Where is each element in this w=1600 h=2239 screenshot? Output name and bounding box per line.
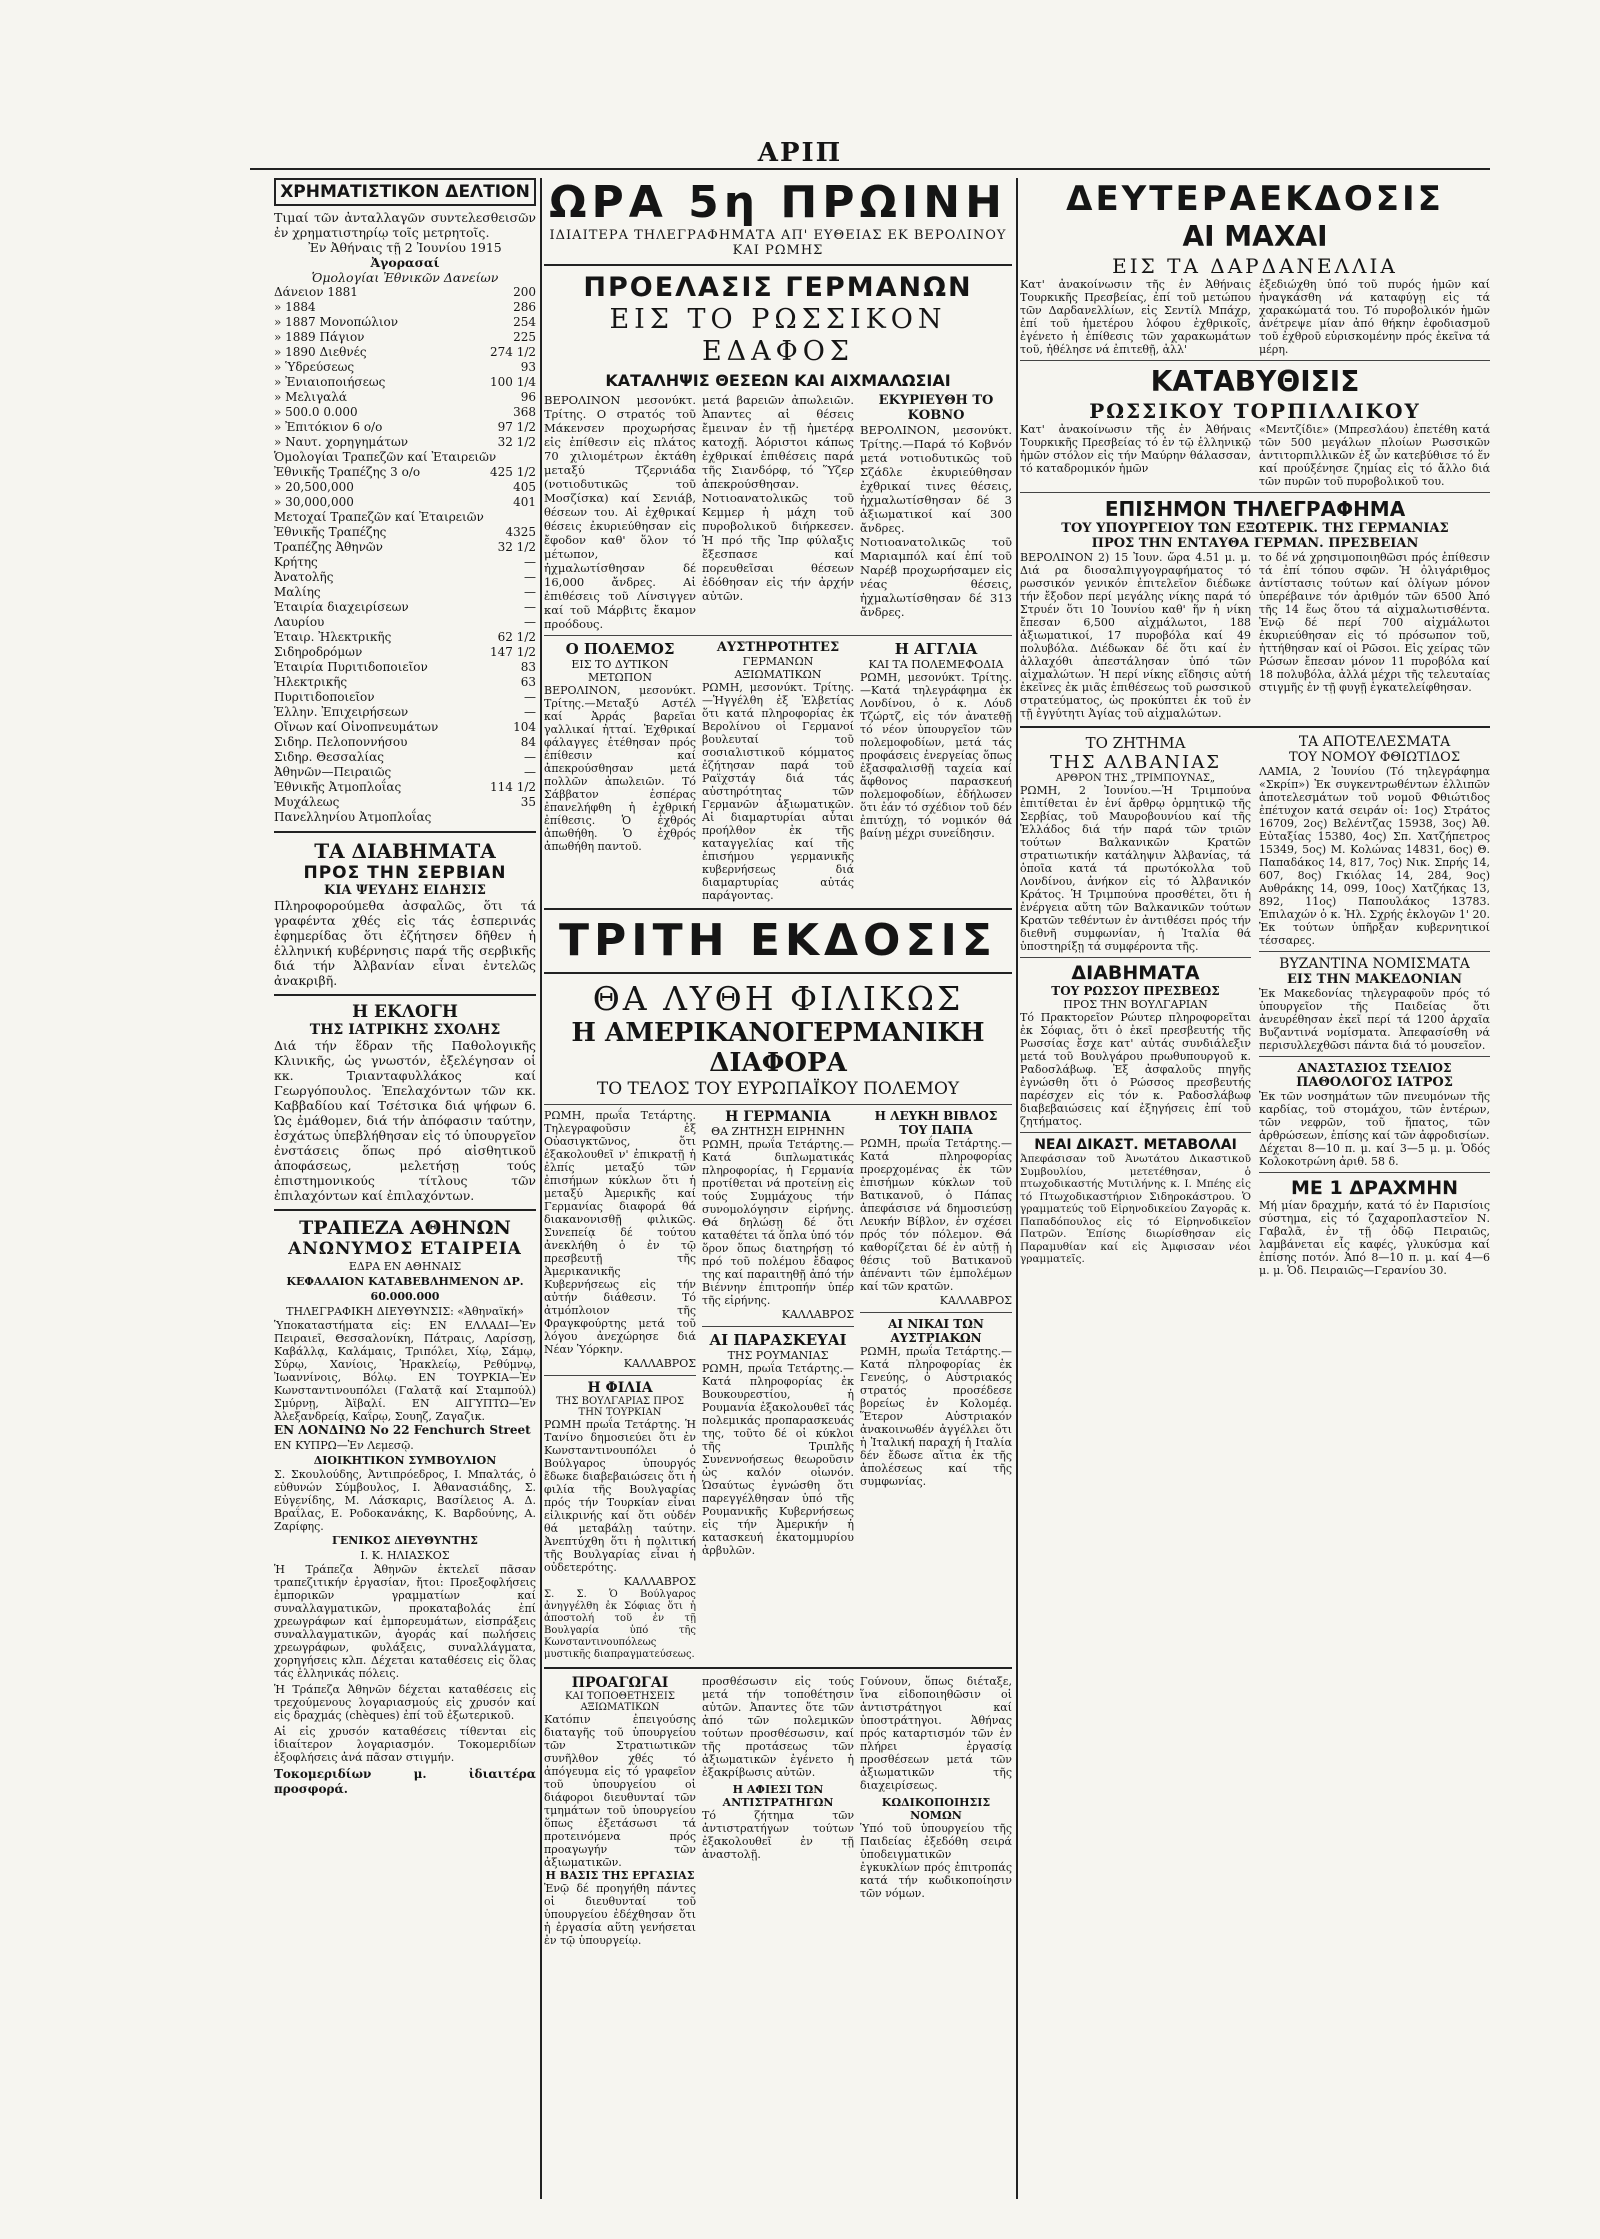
divider [544,1667,1012,1669]
finance-row [274,570,536,585]
finance-row-value: — [524,765,536,779]
russian-envoy-title: ΔΙΑΒΗΜΑΤΑ [1071,962,1200,984]
advance-text-b: μετά βαρειῶν ἀπωλειῶν. Ἀπαντες αἱ θέσεις ἔμειναν ἐν τῇ ἡμετέρᾳ κατοχῇ. Ἀόριστοι κάπως ἐχθρικαί ἐπιθέσεις παρά τῆς Σιανδόρφ, τό Ὕζερ ἀπεκρούσθησαν. Νοτιοανατολικῶς τοῦ Κεμμερ ἡ μάχη τοῦ πυροβολικοῦ διήρκεσεν. Ἡ πρό τῆς Ἰπρ φύλαξις ἔξεσπασε καί πορευθεῖσαι θέσεων ἐδόθησαν εἰς τήν ἀρχήν αὐτῶν. [702,393,854,603]
kovno-title: ΕΚΥΡΙΕΥΘΗ ΤΟ ΚΟΒΝΟ [878,393,994,423]
sinking-title: ΚΑΤΑΒΥΘΙΣΙΣ [1150,365,1360,398]
finance-row-value: — [524,615,536,629]
divider [544,908,1012,910]
advance-text-a: ΒΕΡΟΛΙΝΟΝ μεσονύκτ. Τρίτης. Ο στρατός τοῦ Μάκενσεν προχωρήσας εἰς ἐπίθεσιν εἰς πλάτος 70 χιλιομέτρων ἐκτάθη μεταξύ Τζερνιάδα (νοτιοδυτικῶς τοῦ Μοσζίσκα) καί Σενιάβ, θέσεων του. Αἱ ἐχθρικαί θέσεις ἐκυριεύθησαν εἰς ἔφοδον καθ' ὅλον τό μέτωπον, ἠχμαλωτίσθησαν δέ 16,000 ἄνδρες. Αἱ ἐπιθέσεις τοῦ Λίνσιγγεν καί τοῦ Μάρβιτς ἔκαμον προόδους. [544,393,696,631]
finance-row [274,690,536,705]
friendly-signature: ΚΑΛΛΑΒΡΟΣ [623,1357,696,1370]
divider [1259,951,1490,952]
bank-title: ΤΡΑΠΕΖΑ ΑΘΗΝΩΝ [299,1217,511,1239]
official-text-b: το δέ νά χρησιμοποιηθῶσι πρός ἐπίθεσιν τά ἐπί τόπου σφῶν. Ἡ ὀλιγάριθμος ἀντίστασις τούτων καί ὀλίγων μόνον ὑπερέβαινε τόν ἀριθμόν τῶν 6500 Ἀπό τῆς 14 ἕως ὅτου τά αἰχμαλωτισθέντα. Ἐνῷ δέ περί 700 αἰχμάλωτοι ἐκυριεύθησαν εἰς τό πρόσωπον τοῦ, ἠττήθησαν καί οἱ Ρῶσοι. Εἰς χείρας τῶν Ρώσων ἔπεσαν μόνον 11 πυροβόλα καί 18 πολυβόλα, ἀλλά μέχρι τῆς τελευταίας στιγμῆς ἐν τῇ φυγῇ ἐγκατελείφθησαν. [1259,551,1490,694]
finance-row-label: Κρήτης [274,555,318,569]
doctor-name: ΑΝΑΣΤΑΣΙΟΣ ΤΣΕΛΙΟΣ [1297,1061,1452,1075]
friendly-subtitle: ΤΟ ΤΕΛΟΣ ΤΟΥ ΕΥΡΩΠΑΪΚΟΥ ΠΟΛΕΜΟΥ [596,1079,960,1099]
finance-row-value: — [524,555,536,569]
bulgaria-title: Η ΦΙΛΙΑ [587,1380,653,1396]
finance-row-value: 62 1/2 [497,630,536,644]
kovno-text: ΒΕΡΟΛΙΝΟΝ, μεσονύκτ. Τρίτης.—Παρά τό Κοβνόν μετά νοτιοδυτικῶς τοῦ Σζάδλε ἐκυριεύθησαν ἐχθρικαί τινες θέσεις, ἠχμαλωτίσθησαν δέ 3 ἀξιωματικοί καί 300 ἄνδρες. Νοτιοανατολικῶς τοῦ Μαριαμπόλ καί ἐπί τοῦ Ναρέβ προχωρήσαμεν εἰς νέας θέσεις, ἠχμαλωτίσθησαν δέ 313 ἄνδρες. [860,423,1012,619]
divider [860,1312,1012,1313]
finance-row [274,630,536,645]
eklogi-title: Η ΕΚΛΟΓΗ [352,1002,458,1022]
masthead: ΑΡΙΠ [757,138,843,168]
diavimata-subtitle: ΠΡΟΣ ΤΗΝ ΣΕΡΒΙΑΝ [303,863,507,883]
finance-row [274,495,536,510]
war-title: Ο ΠΟΛΕΜΟΣ [565,640,675,658]
finance-row-label: » 1884 [274,300,316,314]
finance-row [274,510,536,525]
finance-row [274,735,536,750]
albania-subtitle: ΑΡΘΡΟΝ ΤΗΣ „ΤΡΙΜΠΟΥΝΑΣ„ [1055,773,1216,784]
right-column [1020,178,1490,2199]
austrian-text: ΡΩΜΗ, πρωΐα Τετάρτης.—Κατά πληροφορίας ἐκ Γενεύης, ὁ Αὐστριακός στρατός προσέδεσε βορείως ἐν Κολομέᾳ. Ἕτερον Αὐστριακόν ἀνακοινωθέν ἀγγέλλει ὅτι ἡ Ἰταλική παραχή ἡ Ιταλία δέν ἔδωσε αἵτια ἐκ τῆς ἀπολέσεως καί τῆς συμφωνίας. [860,1345,1012,1488]
doctor-title: ΠΑΘΟΛΟΓΟΣ ΙΑΤΡΟΣ [1296,1075,1453,1090]
finance-row [274,600,536,615]
finance-row-value: 254 [513,315,536,329]
finance-row-label: Ἐθνικῆς Τραπέζης 3 ο/ο [274,465,421,479]
divider [274,831,536,833]
basis-title: Η ΒΑΣΙΣ ΤΗΣ ΕΡΓΑΣΙΑΣ [545,1869,695,1882]
advance-headline: ΠΡΟΕΛΑΣΙΣ ΓΕΡΜΑΝΩΝ [583,272,973,303]
russian-envoy-text: Τό Πρακτορεῖον Ρώυτερ πληροφορεῖται ἐκ Σόφιας, ὅτι ὁ ἐκεῖ πρεσβευτής τῆς Ρωσσίας ἔσχε κατ' αὐτάς συνδιάλεξιν μετά τοῦ Βουλγάρου πρωθυπουργοῦ κ. Ραδοσλάβωφ. Ἐξ ἀσφαλοῦς πηγῆς ἐγνώσθη ὅτι ὁ Ρώσσος πρεσβευτής παρέσχεν εἰς τόν κ. Ραδοσλάβωφ διαβεβαιώσεις καί ἐξηγήσεις ἐπί τοῦ ζητήματος. [1020,1011,1251,1128]
finance-row-value: — [524,705,536,719]
divider [274,1209,536,1211]
finance-row-value: 147 1/2 [489,645,536,659]
finance-row [274,660,536,675]
england-title: Η ΑΓΓΛΙΑ [894,640,978,658]
finance-row-value: 225 [513,330,536,344]
finance-row [274,420,536,435]
albania-title: ΤΟ ΖΗΤΗΜΑ [1085,734,1186,752]
finance-row-value: 32 1/2 [497,540,536,554]
finance-row [274,705,536,720]
official-subtitle-2: ΠΡΟΣ ΤΗΝ ΕΝΤΑΥΘΑ ΓΕΡΜΑΝ. ΠΡΕΣΒΕΙΑΝ [1091,536,1419,551]
diavimata-kicker: ΚΙΑ ΨΕΥΔΗΣ ΕΙΔΗΣΙΣ [324,883,486,898]
finance-subtitle-2: Ὁμολογίαι Ἐθνικῶν Δανείων [311,270,499,285]
judicial-text: Ἀπεφάσισαν τοῦ Ἀνωτάτου Δικαστικοῦ Συμβουλίου, μετετέθησαν, ὁ πτωχοδικαστής Μυτιλήνης κ. Ι. Μπέης εἰς τό Πτωχοδικαστήριον Σιδηροκάστρου. Ὁ γραμματεύς τοῦ Εἰρηνοδικείου Ζαγορᾶς κ. Παπαδόπουλος εἰς τό Εἰρηνοδικεῖον Πατρῶν. Ἐπίσης διωρίσθησαν εἰς Παραμυθίαν καί εἰς Ἀμφισσαν νέοι γραμματεῖς. [1020,1153,1251,1265]
sinking-text-a: Κατ' ἀνακοίνωσιν τῆς ἐν Ἀθήναις Τουρκικῆς Πρεσβείας τό ἐν τῷ ἐλληνικῷ ἡμῶν στόλον εἰς τήν Μαύρην θάλασσαν, τό καταδρομικόν ἡμῶν [1020,423,1251,475]
finance-row [274,450,536,465]
promotions-title: ΠΡΟΑΓΩΓΑΙ [571,1675,669,1691]
finance-row [274,720,536,735]
middle-column [544,178,1012,2199]
basis-text: Ἐνῷ δέ προηγήθη πάντες οἱ διευθυνταί τοῦ ὑπουργείου ἐδέχθησαν ὅτι ἡ ἐργασία αὕτη γενήσεται ἐν τῷ ὑπουργείῳ. [544,1882,696,1947]
finance-row-value: 100 1/4 [489,375,536,389]
bank-text: Ἡ Τράπεζα Ἀθηνῶν ἐκτελεῖ πᾶσαν τραπεζιτικήν ἐργασίαν, ἤτοι: Προεξοφλήσεις ἐμπορικῶν γραμματίων καί συναλλαγματικῶν, προκαταβολάς ἐπί χρεωγράφων καί ἐμπορευμάτων, εἰσπράξεις συναλλαγματικῶν, ἀγοράς καί πωλήσεις χρεωγράφων, φυλάξεις, συναλλάγματα, χορηγήσεις κλπ. Δέχεται καταθέσεις εἰς ὅλας τάς ἑλληνικάς πόλεις. [274,1563,536,1680]
finance-row [274,540,536,555]
finance-row-label: Ἀνατολῆς [274,570,334,584]
finance-row-label: Σιδηρ. Θεσσαλίας [274,750,384,764]
bank-board-names: Σ. Σκουλούδης, Ἀντιπρόεδρος, Ι. Μπαλτάς, ὁ εὐθυνών Σύμβουλος, Ι. Ἀθανασιάδης, Σ. Εὐγενίδης, Μ. Λάσκαρις, Βασίλειος Α. Δ. Βραΐλας, Ε. Ροδοκανάκης, Κ. Βαρδούνης, Α. Ζαρίφης. [274,1468,536,1533]
finance-row-value: — [524,600,536,614]
eklogi-text: Διά τήν ἕδραν τῆς Παθολογικῆς Κλινικῆς, ὡς γνωστόν, ἐξελέγησαν οἱ κκ. Τριανταφυλλάκος καί Γεωργόπουλος. Ἐπελαχόντων τῶν κκ. Καββαδίου καί Τσέτσικα διά ψήφων 6. Ὡς ἐμάθομεν, διά τήν ἀπόφασιν ταύτην, ἐσχάτως ὑπεβλήθησαν εἰς τό ὑπουργεῖον ἐνστάσεις ὅπως πρό αἰσθητικοῦ ἀποφάσεως, μελετήσῃ τούς ἐπιστημονικούς τίτλους τῶν ἐπιλαχόντων καί ἐπιλαχόντων. [274,1038,536,1203]
diavimata-text: Πληροφορούμεθα ἀσφαλῶς, ὅτι τά γραφέντα χθές εἰς τάς ἑσπερινάς ἐφημερίδας ὅτι ἐζήτησεν δῆθεν ἡ ἑλληνική κυβέρνησις παρά τῆς σερβικῆς διά τήν Ἀλβανίαν εἶναι ἐντελῶς ἀνακριβῆ. [274,898,536,988]
official-title: ΕΠΙΣΗΜΟΝ ΤΗΛΕΓΡΑΦΗΜΑ [1104,497,1406,521]
finance-row-value: 114 1/2 [489,780,536,794]
finance-row [274,285,536,300]
finance-table [274,285,536,825]
bulgaria-text: ΡΩΜΗ πρωΐα Τετάρτης. Ἡ Τανίνο δημοσιεύει ὅτι ἐν Κωνσταντινουπόλει ὁ Βούλγαρος ὑπουργός ἔδωκε διαβεβαιώσεις ὅτι ἡ φιλία τῆς Βουλγαρίας πρός τήν Τουρκίαν εἶναι εἰλικρινής καί ὅτι οὐδέν θά μεταβάλῃ ταύτην. Ἀνεπτύχθη ὅτι ἡ πολιτική τῆς Βουλγαρίας εἶναι ἡ οὐδετερότης. [544,1418,696,1574]
divider [1020,726,1490,728]
finance-row-value: — [524,570,536,584]
divider [1259,1172,1490,1173]
bank-london: ΕΝ ΛΟΝΔΙΝΩ No 22 Fenchurch Street [274,1423,531,1437]
diavimata-title: ΤΑ ΔΙΑΒΗΜΑΤΑ [314,839,496,863]
finance-row [274,780,536,795]
finance-row-label: Τραπέζης Ἀθηνῶν [274,540,383,554]
finance-row-label: Οἴνων καί Οἰνοπνευμάτων [274,720,439,734]
england-subtitle: ΚΑΙ ΤΑ ΠΟΛΕΜΕΦΟΔΙΑ [868,658,1004,671]
coins-text: Ἐκ Μακεδονίας τηλεγραφοῦν πρός τό ὑπουργεῖον τῆς Παιδείας ὅτι ἀνευρέθησαν ἐκεῖ περί τά 1200 ἀρχαῖα Βυζαντινά νομίσματα. Ἀπεφασίσθη νά περισυλλεχθῶσι πάντα διά τό μουσεῖον. [1259,987,1490,1052]
finance-row-label: » 1889 Πάγιον [274,330,365,344]
finance-row-label: » Ἐπιτόκιον 6 ο/ο [274,420,383,434]
albania-text: ΡΩΜΗ, 2 Ἰουνίου.—Ἡ Τριμπούνα ἐπιτίθεται ἐν ἑνί ἄρθρῳ ὁρμητικῷ τῆς Σερβίας, τοῦ Μαυροβουνίου καί τῆς Ἑλλάδος διά τήν παρά τῶν τριῶν τούτων Βαλκανικῶν Κρατῶν στρατιωτικήν κατάληψιν Ἀλβανίας, τά ὁποῖα κατά τά πρωτόκολλα τοῦ Λονδίνου, ἀνήκον εἰς τό Ἀλβανικόν Κράτος. Ἡ Τριμπούνα προσθέτει, ὅτι ἡ ἐνέργεια αὕτη τῶν Βαλκανικῶν τούτων Κρατῶν τεθέντων ἐν ἀντιθέσει πρός τήν διεθνῆ συμφωνίαν, ἡ Ἰταλία θά ὑποστηρίξῃ τά συμφέροντα τῆς. [1020,784,1251,953]
finance-row-label: Ἑλλην. Ἐπιχειρήσεων [274,705,409,719]
divider [702,1326,854,1327]
results-subtitle: ΤΟΥ ΝΟΜΟΥ ΦΘΙΩΤΙΔΟΣ [1288,750,1461,765]
finance-row-value: 96 [520,390,536,404]
russian-envoy-subtitle: ΤΟΥ ΡΩΣΣΟΥ ΠΡΕΣΒΕΩΣ [1051,984,1220,998]
drachma-title: ΜΕ 1 ΔΡΑΧΜΗΝ [1290,1177,1459,1199]
battles-subtitle: ΕΙΣ ΤΑ ΔΑΡΔΑΝΕΛΛΙΑ [1112,254,1398,278]
finance-row-label: Δάνειον 1881 [274,285,358,299]
bank-branches: Ὑποκαταστήματα εἰς: ΕΝ ΕΛΛΑΔΙ—Ἐν Πειραιεῖ, Θεσσαλονίκη, Πάτραις, Λαρίσσῃ, Καβάλλᾳ, Καλάμαις, Τριπόλει, Χίῳ, Σάμῳ, Σύρῳ, Χανίοις, Ἡρακλείῳ, Ρεθύμνῳ, Ἰωαννίνοις, Βόλῳ. ΕΝ ΤΟΥΡΚΙΑ—Ἐν Κωνσταντινουπόλει (Γαλατᾷ καί Σταμπούλ) Σμύρνῃ, Ἀϊβαλί. ΕΝ ΑΙΓΥΠΤΩ—Ἐν Ἀλεξανδρείᾳ, Καΐρῳ, Σουηζ, Ζαγαζικ. [274,1319,536,1423]
finance-row [274,465,536,480]
friendly-text: ΡΩΜΗ, πρωΐα Τετάρτης. Τηλεγραφοῦσιν ἐξ Οὐασιγκτῶνος, ὅτι ἐξακολουθεῖ ν' ἐπικρατῇ ἡ ἐλπίς μεταξύ τῶν ἐπισήμων κύκλων ὅτι ἡ μεταξύ Ἀμερικῆς καί Γερμανίας διαφορά θά διακανονισθῇ φιλικῶς. Συνεπείᾳ δέ τούτου ἀνεκλήθη ὁ ἐν τῷ πρεσβευτῇ τῆς Ἀμερικανικῆς Κυβερνήσεως εἰς τήν αὐτήν διάθεσιν. Τό ἀτμόπλοιον τῆς Φραγκφούρτης μετά τοῦ λόγου ἀνεχώρησε διά Νέαν Ὑόρκην. [544,1109,696,1356]
divider [274,994,536,996]
finance-row-value: 405 [513,480,536,494]
bank-gm-name: Ι. Κ. ΗΛΙΑΣΚΟΣ [360,1549,450,1562]
retirement-text: Τό ζήτημα τῶν ἀντιστρατήγων τούτων ἐξακολουθεῖ ἐν τῇ ἀναστολῇ. [702,1809,854,1861]
finance-row-label: Πυριτιδοποιεῖον [274,690,375,704]
divider [1020,957,1251,958]
strict-title: ΑΥΣΤΗΡΟΤΗΤΕΣ [716,640,840,655]
finance-row-label: Μετοχαί Τραπεζῶν καί Ἐταιρειῶν [274,510,484,524]
finance-row-label: » Ναυτ. χορηγημάτων [274,435,409,449]
bank-subtitle: ΑΝΩΝΥΜΟΣ ΕΤΑΙΡΕΙΑ [288,1239,522,1259]
divider [544,635,1012,636]
finance-row-value: 97 1/2 [497,420,536,434]
finance-row-value: 93 [520,360,536,374]
finance-row-label: Ἐθνικῆς Τραπέζης [274,525,387,539]
finance-row-label: Μαλίης [274,585,321,599]
finance-row [274,525,536,540]
finance-row-label: Ἠλεκτρικῆς [274,675,348,689]
third-edition-headline: ΤΡΙΤΗ ΕΚΔΟΣΙΣ [559,915,997,966]
doctor-address: Δέχεται 8—10 π. μ. καί 3—5 μ. μ. Ὁδός Κολοκοτρώνη ἀριθ. 58 δ. [1259,1142,1490,1168]
finance-row-label: Ἑταιρ. Ἠλεκτρικῆς [274,630,392,644]
finance-row-label: Ἀθηνῶν—Πειραιῶς [274,765,392,779]
advance-headline-2: ΕΙΣ ΤΟ ΡΩΣΣΙΚΟΝ ΕΔΑΦΟΣ [609,304,947,367]
finance-row-label: » Ὑδρεύσεως [274,360,355,374]
white-book-signature: ΚΑΛΛΑΒΡΟΣ [939,1294,1012,1307]
finance-row [274,795,536,810]
divider [544,1104,1012,1105]
finance-row-value: 4325 [505,525,536,539]
drachma-text: Μή μίαν δραχμήν, κατά τό ἐν Παρισίοις σύστημα, εἰς τό ζαχαροπλαστεῖον Ν. Γαβαλᾶ, ἐν τῇ ὁδῷ Πειραιῶς, λαμβάνεται εἷς καφές, γλυκύσμα καί ἐπίσης ποτόν. Ἀπό 8—10 π. μ. καί 4—6 μ. μ. Ὁδ. Πειραιῶς—Γερανίου 30. [1259,1199,1490,1277]
official-subtitle: ΤΟΥ ΥΠΟΥΡΓΕΙΟΥ ΤΩΝ ΕΞΩΤΕΡΙΚ. ΤΗΣ ΓΕΡΜΑΝΙΑΣ [1061,521,1449,536]
battles-text-b: ἐξεδιώχθη ὑπό τοῦ πυρός ἡμῶν καί ἠναγκάσθη νά καταφύγῃ εἰς τά χαρακώματά του. Τό πυροβολικόν ἡμῶν ἀνέτρεψε μίαν ἀπό θήκην ἐφοδιασμοῦ τοῦ ἐχθροῦ εὑρισκομένην πρός ἐκεῖνα τά μέρη. [1259,278,1490,356]
finance-row-label: » 1890 Διεθνές [274,345,367,359]
column-rule [540,178,542,2199]
finance-row [274,555,536,570]
finance-row-label: Μυχάλεως [274,795,340,809]
finance-row [274,480,536,495]
finance-row [274,375,536,390]
finance-row-value: 63 [520,675,536,689]
finance-row-value: — [524,750,536,764]
bank-board: ΔΙΟΙΚΗΤΙΚΟΝ ΣΥΜΒΟΥΛΙΟΝ [313,1454,497,1467]
sinking-text-b: «Μεντζίδιε» (Μπρεσλάου) ἐπετέθη κατά τῶν 500 μεγάλων πλοίων Ρωσσικῶν ἀντιτορπιλλικῶν ἐξ ὧν κατεβύθισε τό ἕν καί προύξένησε ζημίας εἰς τό ἄλλο διά τῶν πυρῶν τοῦ πυροβολικοῦ του. [1259,423,1490,488]
eklogi-subtitle: ΤΗΣ ΙΑΤΡΙΚΗΣ ΣΧΟΛΗΣ [309,1022,501,1038]
second-edition-headline: ΔΕΥΤΕΡΑΕΚΔΟΣΙΣ [1066,179,1444,219]
bank-cyprus: ΕΝ ΚΥΠΡΩ—Ἐν Λεμεσῷ. [274,1439,414,1452]
strict-text: ΡΩΜΗ, μεσονύκτ. Τρίτης.—Ἡγγέλθη ἐξ Ἑλβετίας ὅτι κατά πληροφορίας ἐκ Βερολίνου οἱ Γερμανοί βουλευταί τοῦ σοσιαλιστικοῦ κόμματος ἐζήτησαν παρά τοῦ Ραϊχστάγ διά τάς αὐστηρότητας τῶν Γερμανῶν ἀξιωματικῶν. Αἱ διαμαρτυρίαι αὗται προήλθον ἐκ τῆς καταγγελίας καί τῆς ἐπισήμου γερμανικῆς κυβερνήσεως διά διαμαρτυρίας αὐτάς παράγοντας. [702,681,854,902]
war-subtitle: ΕΙΣ ΤΟ ΔΥΤΙΚΟΝ ΜΕΤΩΠΟΝ [571,658,669,684]
bank-seat: ΕΔΡΑ ΕΝ ΑΘΗΝΑΙΣ [348,1260,462,1273]
finance-date: Ἐν Ἀθήναις τῇ 2 Ἰουνίου 1915 [308,240,502,255]
finance-row-value: 401 [513,495,536,509]
romania-text: ΡΩΜΗ, πρωΐα Τετάρτης.—Κατά πληροφορίας ἐκ Βουκουρεστίου, ἡ Ρουμανία ἐξακολουθεῖ τάς πολεμικάς προπαρασκευάς της, τοῦτο δέ οἱ κύκλοι τῆς Τριπλῆς Συνεννοήσεως θεωροῦσιν ὡς καλόν οἰωνόν. Ὡσαύτως ἐγνώσθη ὅτι παρεγγέλθησαν ὑπό τῆς Ρουμανικῆς Κυβερνήσεως εἰς τήν Ἀμερικήν ἡ κατασκευή ἑκατομμυρίου ἀρβυλῶν. [702,1362,854,1557]
battles-title: ΑΙ ΜΑΧΑΙ [1182,220,1328,253]
finance-row-value: 425 1/2 [489,465,536,479]
england-text: ΡΩΜΗ, μεσονύκτ. Τρίτης.—Κατά τηλεγράφημα ἐκ Λονδίνου, ὁ κ. Λόυδ Τζώρτζ, εἰς τόν ἀνατεθῇ τό νέον ὑπουργεῖον τῶν πολεμοφοδίων, μετά τάς προφάσεις ἐνεργείας ὅπως ἐξασφαλισθῇ ταχεία καί ἄφθονος παρασκευή πολεμοφοδίων, ἐδήλωσεν ὅτι ἐάν τό σχέδιον τοῦ δέν ἐπιτύχῃ, τό νομικόν θά βαίνῃ μέχρι συνείδησιν. [860,671,1012,840]
bank-text-2: Ἡ Τράπεζα Ἀθηνῶν δέχεται καταθέσεις εἰς τρεχούμενους λογαριασμούς εἰς χρυσόν καί εἰς δραχμάς (chèques) ἐπί τοῦ ἐξωτερικοῦ. [274,1683,536,1722]
bulgaria-subtitle: ΤΗΣ ΒΟΥΛΓΑΡΙΑΣ ΠΡΟΣ ΤΗΝ ΤΟΥΡΚΙΑΝ [555,1396,685,1418]
finance-row-value: — [524,690,536,704]
bank-gm: ΓΕΝΙΚΟΣ ΔΙΕΥΘΥΝΤΗΣ [332,1534,478,1547]
divider [544,972,1012,974]
results-text: ΛΑΜΙΑ, 2 Ἰουνίου (Τό τηλεγράφημα «Σκρίπ») Ἐκ συγκεντρωθέντων ἐλλιπῶν ἀποτελεσμάτων τοῦ νομοῦ Φθιώτιδος ἐπέτυχον κατά σειράν οἱ: 1ος) Στράτος 16709, 2ος) Βελέντζας 15938, 3ος) Ἀθ. Εὐταξίας 15380, 4ος) Σπ. Χατζήπετρος 15349, 5ος) Μ. Κολώνας 14831, 6ος) Θ. Παπαδάκος 14, 817, 7ος) Νικ. Σπρής 14, 607, 8ος) Γκιόλας 14, 284, 9ος) Αυθράκης 14, 099, 10ος) Χατζήκας 13, 892, 11ος) Παπουλάκος 13783. Ἐπιλαχών ὁ κ. Ἡλ. Σχρής ἐκλογῶν 1' 20. Ἐκ τούτων ὑπῆρξαν κυβερνητικοί τέσσαρες. [1259,765,1490,947]
finance-row-value: — [524,585,536,599]
finance-row [274,315,536,330]
left-column [274,178,536,2199]
war-text: ΒΕΡΟΛΙΝΟΝ, μεσονύκτ. Τρίτης.—Μεταξύ Αστέλ καί Ἀρράς βαρεῖαι γαλλικαί ἠτταί. Ἐχθρικαί φάλαγγες ἐτέθησαν πρός ἐπίθεσιν καί ἀπεκρούσθησαν μετά πολλῶν ἀπωλειῶν. Τό Σάββατον ἐσπέρας ἐπανελήφθη ἡ ἐχθρική ἐπίθεσις. Ὁ ἐχθρός ἀπωθήθη. Ὁ ἐχθρός ἀπωθήθη παντοῦ. [544,684,696,853]
finance-row-label: » Μελιγαλά [274,390,347,404]
finance-row [274,675,536,690]
germany-text: ΡΩΜΗ, πρωΐα Τετάρτης.—Κατά διπλωματικάς πληροφορίας, ἡ Γερμανία προτίθεται νά προτείνῃ εἰς τούς Συμμάχους τήν συνομολόγησιν εἰρήνης. Θά δηλώσῃ δέ ὅτι καταθέτει τά ὅπλα ὑπό τόν ὅρον ὅπως διατηρήσῃ τό πρό τοῦ πολέμου ἔδαφος της καί παραιτηθῇ ἀπό τήν Βιέννην ἐπιτροπήν ὑπέρ τῆς εἰρήνης. [702,1138,854,1307]
promotions-text-3: Γούνουν, ὅπως διέταξε, ἵνα εἰδοποιηθῶσιν οἱ ἀντιστράτηγοι καί ὑποστράτηγοι. Ἀθήνας πρός καταρτισμόν τῶν ἐν πλήρει ἐργασίᾳ προσθέσεων μετά τῶν ἀξιωματικῶν τῆς διαχειρίσεως. [860,1675,1012,1792]
finance-row-value: 35 [520,795,536,809]
divider [544,1375,696,1376]
official-text-a: ΒΕΡΟΛΙΝΟΝ 2) 15 Ἰουν. ὥρα 4.51 μ. μ. Διά ρα διοσαλπιγγογραφήματος τό ρωσσικόν γενικόν ἐπιτελεῖον διέδωκε τήν ἔξοδον περί μεγάλης νίκης παρά τό Στρυέν ὅτι 10 Ἰουνίου καθ' ἥν ἡ νίκη ἔπεσαν 6,500 αἰχμάλωτοι, 188 ἀξιωματικοί, 17 πυροβόλα καί 49 πολυβόλα. Διέδωκαν δέ ὅτι καί ἐν ἀλλαχόθι ἀπεστάλησαν ὑπό τῶν αἰχμαλώτων. Ἡ περί νίκης εἴδησις αὐτή ἐκεῖνες ἐκ μιᾶς ἐπιθέσεως τοῦ ρωσσικοῦ στρατεύματος, ὡς προκύπτει ἐκ τοῦ ἐν τῇ ἐγγύτητι Ἀγίας τοῦ αἰχμαλώτων. [1020,551,1251,720]
finance-row-label: Ὁμολογίαι Τραπεζῶν καί Ἐταιρειῶν [274,450,497,464]
coins-title: ΒΥΖΑΝΤΙΝΑ ΝΟΜΙΣΜΑΤΑ [1279,956,1470,972]
finance-row [274,765,536,780]
finance-row [274,615,536,630]
column-rule [1016,178,1018,2199]
sinking-subtitle: ΡΩΣΣΙΚΟΥ ΤΟΡΠΙΛΛΙΚΟΥ [1089,399,1421,423]
finance-row-label: Ἑταιρία Πυριτιδοποιεῖον [274,660,428,674]
finance-row-value: 368 [513,405,536,419]
top-rule [250,168,1490,170]
strict-subtitle: ΓΕΡΜΑΝΩΝ ΑΞΙΩΜΑΤΙΚΩΝ [734,655,822,681]
russian-envoy-subtitle-2: ΠΡΟΣ ΤΗΝ ΒΟΥΛΓΑΡΙΑΝ [1063,998,1208,1011]
promotions-text-2: προσθέσωσιν εἰς τούς μετά τήν τοποθέτησιν αὐτῶν. Ἀπαντες ὅτε τῶν ἀπό τῶν πολεμικῶν τούτων προσθέσωσιν, καί τῆς προτάσεως τῶν ἀξιωματικῶν ἐγένετο ἡ ἐξακρίβωσις αὐτῶν. [702,1675,854,1779]
germany-title: Η ΓΕΡΜΑΝΙΑ [725,1109,831,1125]
law-codification-text: Ὑπό τοῦ ὑπουργείου τῆς Παιδείας ἐξεδόθη σειρά ὑποδειγματικῶν ἐγκυκλίων πρός ἐπιτροπάς κατά τήν κωδικοποίησιν τῶν νόμων. [860,1822,1012,1900]
finance-row-value: 104 [513,720,536,734]
finance-row-label: Πανελληνίου Ἀτμοπλοΐας [274,810,432,824]
finance-row [274,750,536,765]
finance-row [274,645,536,660]
finance-row-label: » 30,000,000 [274,495,354,509]
finance-row-label: Ἐθνικῆς Ἀτμοπλοΐας [274,780,402,794]
judicial-title: ΝΕΑΙ ΔΙΚΑΣΤ. ΜΕΤΑΒΟΛΑΙ [1034,1137,1237,1153]
coins-subtitle: ΕΙΣ ΤΗΝ ΜΑΚΕΔΟΝΙΑΝ [1286,972,1463,987]
germany-subtitle: ΘΑ ΖΗΤΗΣΗ ΕΙΡΗΝΗΝ [711,1125,845,1138]
doctor-text: Ἐκ τῶν νοσημάτων τῶν πνευμόνων τῆς καρδίας, τοῦ στομάχου, τῶν ἐντέρων, τῶν νεφρῶν, τοῦ ἥπατος, τῶν ἀρθρώσεων, ἐπίσης καί τῶν ἀφροδισίων. [1259,1090,1490,1142]
finance-row [274,360,536,375]
finance-row-value: 83 [520,660,536,674]
white-book-title: Η ΛΕΥΚΗ ΒΙΒΛΟΣ ΤΟΥ ΠΑΠΑ [874,1109,998,1137]
hour-headline: ΩΡΑ 5η ΠΡΩΙΝΗ [549,178,1007,228]
finance-row [274,330,536,345]
white-book-text: ΡΩΜΗ, πρωΐα Τετάρτης.—Κατά πληροφορίας προερχομένας ἐκ τῶν ἐπισήμων κύκλων τοῦ Βατικανοῦ, ὁ Πάπας ἀπεφάσισε νά δημοσιεύσῃ Λευκήν Βίβλον, ἐν σχέσει πρός τόν πόλεμον. Θά καθορίζεται δέ ἐν αὐτῇ ἡ θέσις τοῦ Βατικανοῦ ἀπέναντι τῶν ἐμπολέμων καί τῶν κρατῶν. [860,1137,1012,1293]
romania-title: ΑΙ ΠΑΡΑΣΚΕΥΑΙ [709,1331,847,1349]
finance-row-label: » 20,500,000 [274,480,354,494]
finance-row [274,390,536,405]
results-title: ΤΑ ΑΠΟΤΕΛΕΣΜΑΤΑ [1298,734,1451,750]
finance-subtitle: Ἀγορασαί [370,255,440,270]
divider [1020,1132,1251,1133]
finance-row-value: 274 1/2 [489,345,536,359]
finance-row-label: Ἑταιρία διαχειρίσεων [274,600,409,614]
finance-row-label: » 1887 Μονοπώλιον [274,315,399,329]
finance-row-value: 200 [513,285,536,299]
finance-row-label: » 500.0 0.000 [274,405,358,419]
battles-text-a: Κατ' ἀνακοίνωσιν τῆς ἐν Ἀθήναις Τουρκικῆς Πρεσβείας, ἐπί τοῦ μετώπου τῶν Δαρδανελλίων, εἰς Σεντίλ Μπάχρ, ἐπί τοῦ ἡμετέρου λόφου ἐχθρικοῖς, ἐγένετο ἡ ἐπίθεσις τῶν χαρακωμάτων τοῦ, ἠθέλησε νά ἐπιτεθῇ, ἀλλ' [1020,278,1251,356]
divider [544,264,1012,266]
austrian-title: ΑΙ ΝΙΚΑΙ ΤΩΝ ΑΥΣΤΡΙΑΚΩΝ [888,1317,984,1345]
romania-subtitle: ΤΗΣ ΡΟΥΜΑΝΙΑΣ [727,1349,829,1362]
promotions-text: Κατόπιν ἐπειγούσης διαταγῆς τοῦ ὑπουργείου τῶν Στρατιωτικῶν συνῆλθον χθές τό ἀπόγευμα εἰς τό γραφεῖον τοῦ ὑπουργείου οἱ διάφοροι διευθυνταί τῶν τμημάτων τοῦ ὑπουργείου ὅπως ἐξετάσωσι τά προτεινόμενα πρός προαγωγήν τῶν ἀξιωματικῶν. [544,1713,696,1869]
law-codification-title: ΚΩΔΙΚΟΠΟΙΗΣΙΣ ΝΟΜΩΝ [881,1796,991,1822]
finance-row-label: Σιδηροδρόμων [274,645,363,659]
bank-text-3: Αἱ εἰς χρυσόν καταθέσεις τίθενται εἰς ἰδιαίτερον λογαριασμόν. Τοκομεριδίων ἐξοφλήσεις ἀνά πᾶσαν στιγμήν. [274,1725,536,1764]
finance-row [274,300,536,315]
finance-row-value: 84 [520,735,536,749]
finance-row [274,405,536,420]
finance-row-label: Λαυρίου [274,615,325,629]
finance-row-value: 32 1/2 [497,435,536,449]
hour-subtitle: ΙΔΙΑΙΤΕΡΑ ΤΗΛΕΓΡΑΦΗΜΑΤΑ ΑΠ' ΕΥΘΕΙΑΣ ΕΚ ΒΕΡΟΛΙΝΟΥ ΚΑΙ ΡΩΜΗΣ [549,228,1007,258]
bank-capital: ΚΕΦΑΛΑΙΟΝ ΚΑΤΑΒΕΒΛΗΜΕΝΟΝ ΔΡ. 60.000.000 [286,1275,524,1303]
friendly-headline-2: Η ΑΜΕΡΙΚΑΝΟΓΕΡΜΑΝΙΚΗ ΔΙΑΦΟΡΑ [571,1018,985,1078]
finance-row [274,585,536,600]
albania-title-2: ΤΗΣ ΑΛΒΑΝΙΑΣ [1050,752,1221,773]
bank-telegraph: ΤΗΛΕΓΡΑΦΙΚΗ ΔΙΕΥΘΥΝΣΙΣ: «Ἀθηναϊκή» [286,1305,524,1318]
promotions-subtitle: ΚΑΙ ΤΟΠΟΘΕΤΗΣΕΙΣ ΑΞΙΩΜΑΤΙΚΩΝ [565,1691,675,1713]
divider [1020,492,1490,493]
bank-footer: Τοκομεριδίων μ. ἰδιαιτέρα προσφορά. [274,1767,536,1796]
bulgaria-signature: ΚΑΛΛΑΒΡΟΣ [623,1575,696,1588]
finance-row-label: » Ἐνιαιοποιήσεως [274,375,386,389]
finance-row [274,810,536,825]
germany-signature: ΚΑΛΛΑΒΡΟΣ [781,1308,854,1321]
finance-title: ΧΡΗΜΑΤΙΣΤΙΚΟΝ ΔΕΛΤΙΟΝ [274,178,536,206]
bulgaria-note: Σ. Σ. Ὁ Βούλγαρος ἀνηγγέλθη ἐκ Σόφιας ὅτι ἡ ἀποστολή τοῦ ἐν τῇ Βουλγαρία ὑπό τῆς Κωνσταντινουπόλεως μυστικῆς διαπραγματεύσεως. [544,1589,696,1660]
finance-row-label: Σιδηρ. Πελοποννήσου [274,735,408,749]
finance-intro: Τιμαί τῶν ἀνταλλαγῶν συντελεσθεισῶν ἐν χρηματιστηρίῳ τοῖς μετρητοῖς. [274,210,536,240]
divider [1259,1056,1490,1057]
finance-row-value: 286 [513,300,536,314]
finance-row [274,435,536,450]
advance-subtitle: ΚΑΤΑΛΗΨΙΣ ΘΕΣΕΩΝ ΚΑΙ ΑΙΧΜΑΛΩΣΙΑΙ [605,371,951,390]
finance-row [274,345,536,360]
divider [1020,360,1490,361]
retirement-title: Η ΑΦΙΕΣΙ ΤΩΝ ΑΝΤΙΣΤΡΑΤΗΓΩΝ [722,1783,834,1809]
friendly-headline: ΘΑ ΛΥΘΗ ΦΙΛΙΚΩΣ [592,979,964,1018]
